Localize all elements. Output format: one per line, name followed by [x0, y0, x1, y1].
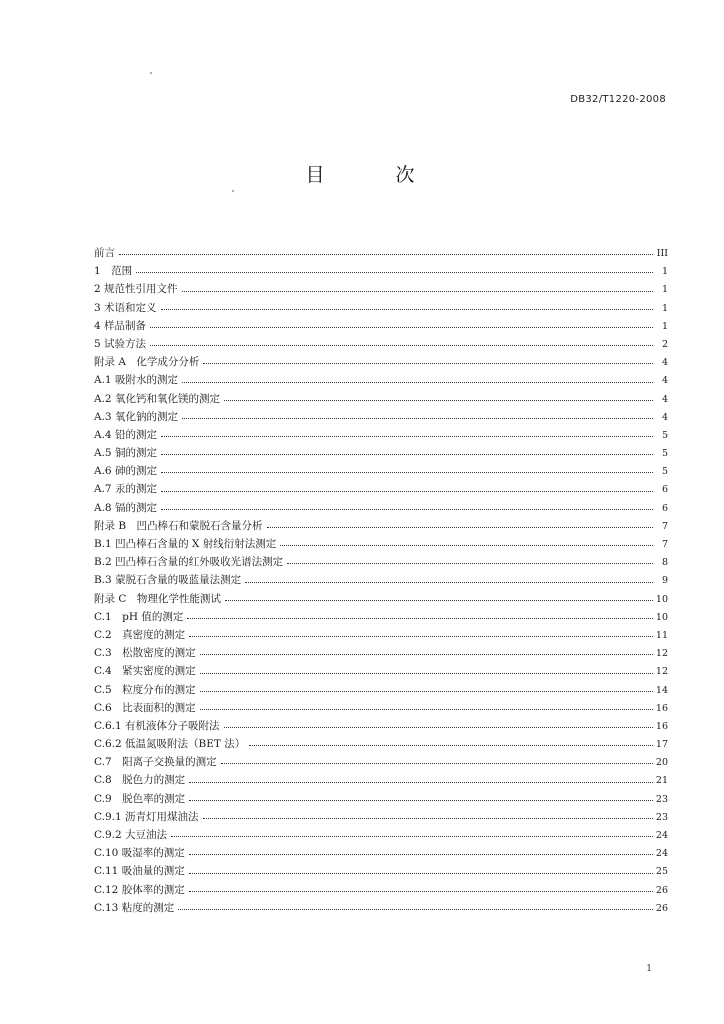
dot-leader — [161, 472, 653, 473]
toc-entry — [94, 535, 668, 553]
dot-leader — [178, 909, 653, 910]
toc-entry-label: 附录 B 凹凸棒石和蒙脱石含量分析 — [94, 519, 263, 532]
toc-entry-page: 1 — [661, 320, 668, 332]
dot-leader — [200, 673, 653, 674]
toc-entry-page: 9 — [661, 575, 668, 587]
toc-entry-page: 16 — [655, 702, 668, 714]
toc-entry-page: 1 — [661, 302, 668, 314]
toc-entry-label: C.12 胶体率的测定 — [94, 883, 185, 896]
dot-leader — [189, 891, 653, 892]
toc-entry — [94, 862, 668, 880]
toc-entry-label: A.1 吸附水的测定 — [94, 374, 178, 387]
toc-entry-label: C.5 粒度分布的测定 — [94, 683, 196, 696]
toc-entry — [94, 681, 668, 699]
toc-entry-page: 7 — [661, 539, 668, 550]
toc-entry-label: A.7 汞的测定 — [94, 483, 157, 496]
toc-entry — [94, 499, 668, 517]
toc-entry — [94, 280, 668, 298]
toc-entry-page: 10 — [655, 593, 668, 605]
toc-entry-label: C.11 吸油量的测定 — [94, 865, 185, 878]
dot-leader — [136, 272, 653, 273]
dot-leader — [182, 418, 653, 419]
toc-entry-label: 附录 A 化学成分分析 — [94, 356, 200, 369]
scan-speck — [232, 190, 234, 192]
toc-entry-label: A.2 氧化钙和氧化镁的测定 — [94, 392, 220, 405]
toc-entry — [94, 299, 668, 317]
toc-entry — [94, 553, 668, 571]
dot-leader — [189, 873, 653, 874]
toc-entry — [94, 317, 668, 335]
toc-entry — [94, 371, 668, 389]
dot-leader — [221, 763, 653, 764]
toc-entry-page: 5 — [661, 429, 668, 441]
toc-entry-page: 12 — [655, 666, 668, 678]
toc-entry-page: 4 — [661, 411, 668, 423]
dot-leader — [267, 527, 653, 528]
dot-leader — [189, 636, 653, 637]
dot-leader — [161, 309, 653, 310]
toc-entry-label: C.6.1 有机液体分子吸附法 — [94, 719, 220, 732]
toc-entry-page: 4 — [661, 357, 668, 369]
toc-entry-page: 7 — [661, 520, 668, 532]
toc-entry — [94, 590, 668, 608]
dot-leader — [161, 454, 653, 455]
toc-entry-page: 14 — [655, 684, 668, 696]
scan-speck — [150, 72, 152, 74]
toc-entry-label: A.3 氧化钠的测定 — [94, 410, 178, 423]
toc-entry — [94, 408, 668, 426]
dot-leader — [182, 382, 653, 383]
toc-entry-label: B.2 凹凸棒石含量的红外吸收光谱法测定 — [94, 556, 284, 569]
dot-leader — [150, 345, 653, 346]
dot-leader — [203, 363, 653, 364]
toc-entry — [94, 444, 668, 462]
standard-code: DB32/T1220-2008 — [570, 94, 666, 105]
page-title: 目 次 — [305, 164, 441, 186]
dot-leader — [200, 654, 653, 655]
toc-entry-label: A.5 铜的测定 — [94, 447, 157, 460]
table-of-contents — [94, 244, 668, 917]
toc-entry-page: 4 — [661, 393, 668, 405]
toc-entry — [94, 244, 668, 262]
toc-entry-page: 24 — [655, 830, 668, 841]
toc-entry-label: C.13 粘度的测定 — [94, 901, 175, 914]
toc-entry — [94, 262, 668, 280]
toc-entry — [94, 899, 668, 917]
toc-entry-page: 20 — [655, 757, 668, 769]
toc-entry-label: C.6.2 低温氮吸附法（BET 法） — [94, 738, 246, 751]
toc-entry — [94, 844, 668, 862]
toc-entry — [94, 699, 668, 717]
toc-entry-page: 21 — [655, 775, 668, 787]
toc-entry-label: C.10 吸湿率的测定 — [94, 847, 185, 860]
toc-entry-label: C.4 紧实密度的测定 — [94, 665, 196, 678]
toc-entry — [94, 353, 668, 371]
toc-entry-page: 17 — [655, 739, 668, 751]
toc-entry — [94, 662, 668, 680]
dot-leader — [161, 509, 653, 510]
dot-leader — [224, 400, 653, 401]
toc-entry — [94, 753, 668, 771]
toc-entry-page: 24 — [655, 848, 668, 860]
toc-entry — [94, 571, 668, 589]
toc-entry — [94, 517, 668, 535]
dot-leader — [200, 709, 653, 710]
toc-entry-label: C.7 阳离子交换量的测定 — [94, 756, 217, 769]
toc-entry-label: 前言 — [94, 247, 115, 259]
toc-entry — [94, 626, 668, 644]
dot-leader — [200, 691, 653, 692]
toc-entry — [94, 390, 668, 408]
dot-leader — [189, 800, 653, 801]
dot-leader — [280, 545, 653, 546]
toc-entry-label: C.8 脱色力的测定 — [94, 774, 186, 787]
dot-leader — [245, 582, 653, 583]
toc-entry-page: 1 — [661, 284, 668, 296]
dot-leader — [224, 727, 653, 728]
toc-entry-page: 12 — [655, 648, 668, 660]
dot-leader — [189, 782, 653, 783]
toc-entry-label: 3 术语和定义 — [94, 301, 157, 314]
dot-leader — [187, 618, 653, 619]
toc-entry-label: 2 规范性引用文件 — [94, 283, 178, 296]
toc-entry-page: 1 — [661, 266, 668, 278]
toc-entry-label: C.3 松散密度的测定 — [94, 647, 196, 660]
toc-entry-page: 8 — [661, 557, 668, 569]
toc-entry-page: 6 — [661, 484, 668, 496]
dot-leader — [182, 291, 653, 292]
toc-entry-label: C.9.1 沥青灯用煤油法 — [94, 810, 199, 823]
toc-entry — [94, 771, 668, 789]
toc-entry-page: 26 — [655, 884, 668, 896]
toc-entry — [94, 644, 668, 662]
toc-entry-label: C.9 脱色率的测定 — [94, 792, 186, 805]
dot-leader — [225, 600, 653, 601]
dot-leader — [287, 563, 653, 564]
toc-entry — [94, 808, 668, 826]
toc-entry-label: B.1 凹凸棒石含量的 X 射线衍射法测定 — [94, 538, 277, 550]
toc-entry — [94, 462, 668, 480]
dot-leader — [150, 327, 653, 328]
toc-entry-page: 23 — [655, 811, 668, 823]
toc-entry-page: 4 — [661, 375, 668, 387]
dot-leader — [203, 818, 653, 819]
toc-entry-page: 11 — [655, 629, 668, 641]
toc-entry — [94, 735, 668, 753]
toc-entry-label: 1 范围 — [94, 265, 133, 278]
toc-entry — [94, 426, 668, 444]
page-number: 1 — [646, 964, 652, 974]
toc-entry-page: 25 — [655, 866, 668, 878]
toc-entry-page: III — [656, 248, 668, 259]
toc-entry-label: 4 样品制备 — [94, 319, 147, 332]
toc-entry-label: A.8 镉的测定 — [94, 501, 157, 514]
toc-entry-label: C.6 比表面积的测定 — [94, 701, 196, 714]
toc-entry-label: A.4 铅的测定 — [94, 428, 157, 441]
dot-leader — [161, 436, 653, 437]
toc-entry-page: 16 — [655, 720, 668, 732]
toc-entry — [94, 480, 668, 498]
toc-entry-label: C.1 pH 值的测定 — [94, 610, 184, 623]
toc-entry-label: 附录 C 物理化学性能测试 — [94, 592, 221, 605]
toc-entry — [94, 826, 668, 844]
toc-entry-page: 5 — [661, 448, 668, 460]
toc-entry — [94, 717, 668, 735]
toc-entry-page: 2 — [661, 338, 668, 350]
dot-leader — [189, 854, 653, 855]
toc-entry-label: C.2 真密度的测定 — [94, 628, 186, 641]
toc-entry-page: 6 — [661, 502, 668, 514]
toc-entry-page: 23 — [655, 793, 668, 805]
toc-entry-page: 10 — [655, 611, 668, 623]
toc-entry — [94, 608, 668, 626]
toc-entry-label: B.3 蒙脱石含量的吸蓝量法测定 — [94, 574, 242, 587]
toc-entry-label: A.6 砷的测定 — [94, 465, 157, 478]
toc-entry-label: C.9.2 大豆油法 — [94, 829, 168, 841]
dot-leader — [119, 254, 653, 255]
dot-leader — [161, 491, 653, 492]
toc-entry-page: 5 — [661, 466, 668, 478]
dot-leader — [171, 836, 653, 837]
toc-entry — [94, 881, 668, 899]
toc-entry — [94, 335, 668, 353]
toc-entry — [94, 790, 668, 808]
toc-entry-label: 5 试验方法 — [94, 337, 147, 350]
toc-entry-page: 26 — [655, 902, 668, 914]
dot-leader — [249, 745, 653, 746]
